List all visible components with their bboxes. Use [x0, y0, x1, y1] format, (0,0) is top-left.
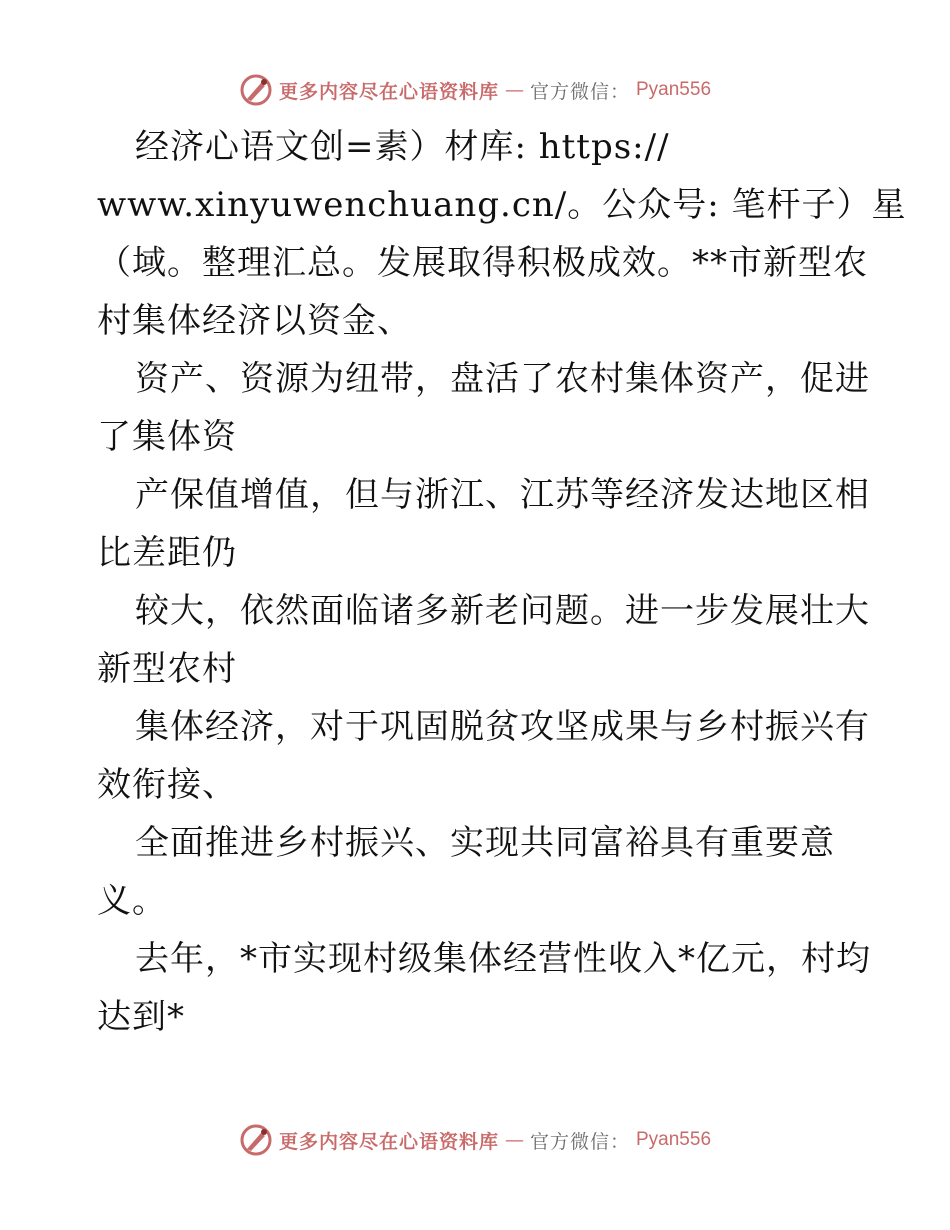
text-line: 效衔接、: [97, 765, 237, 805]
text-line: 去年，*市实现村级集体经营性收入*亿元，村均: [135, 939, 871, 979]
text-line: 新型农村: [97, 649, 237, 689]
banner-site-text: 更多内容尽在心语资料库: [278, 1130, 499, 1153]
text-line: 达到*: [97, 997, 185, 1037]
text-line: 较大，依然面临诸多新老问题。进一步发展壮大: [135, 591, 870, 631]
banner-wechat-id: Pyan556: [636, 79, 712, 100]
brush-logo-icon: [239, 1123, 273, 1157]
text-line: 了集体资: [97, 417, 237, 457]
document-body: [97, 118, 907, 1046]
banner-wechat-id: Pyan556: [636, 1129, 712, 1150]
text-line: （域。整理汇总。发展取得积极成效。**市新型农: [97, 243, 868, 283]
text-line: 集体经济，对于巩固脱贫攻坚成果与乡村振兴有: [135, 707, 870, 747]
banner-site-text: 更多内容尽在心语资料库: [278, 80, 499, 103]
text-line: 全面推进乡村振兴、实现共同富裕具有重要意: [135, 823, 835, 863]
header-banner: [0, 70, 950, 110]
text-line: www.xinyuwenchuang.cn/。公众号: 笔杆子）星: [97, 185, 907, 225]
banner-wechat-label: 官方微信：: [529, 1130, 630, 1153]
banner-dash: —: [504, 79, 524, 101]
banner-wechat-label: 官方微信：: [529, 80, 630, 103]
text-line: 产保值增值，但与浙江、江苏等经济发达地区相: [135, 475, 870, 515]
text-line: 比差距仍: [97, 533, 237, 573]
text-line: 义。: [97, 881, 167, 921]
text-line: 资产、资源为纽带，盘活了农村集体资产，促进: [135, 359, 870, 399]
text-line: 村集体经济以资金、: [97, 301, 412, 341]
banner-dash: —: [504, 1129, 524, 1151]
footer-banner: [0, 1120, 950, 1160]
brush-logo-icon: [239, 73, 273, 107]
text-line: 经济心语文创=素）材库: https://: [135, 127, 670, 167]
